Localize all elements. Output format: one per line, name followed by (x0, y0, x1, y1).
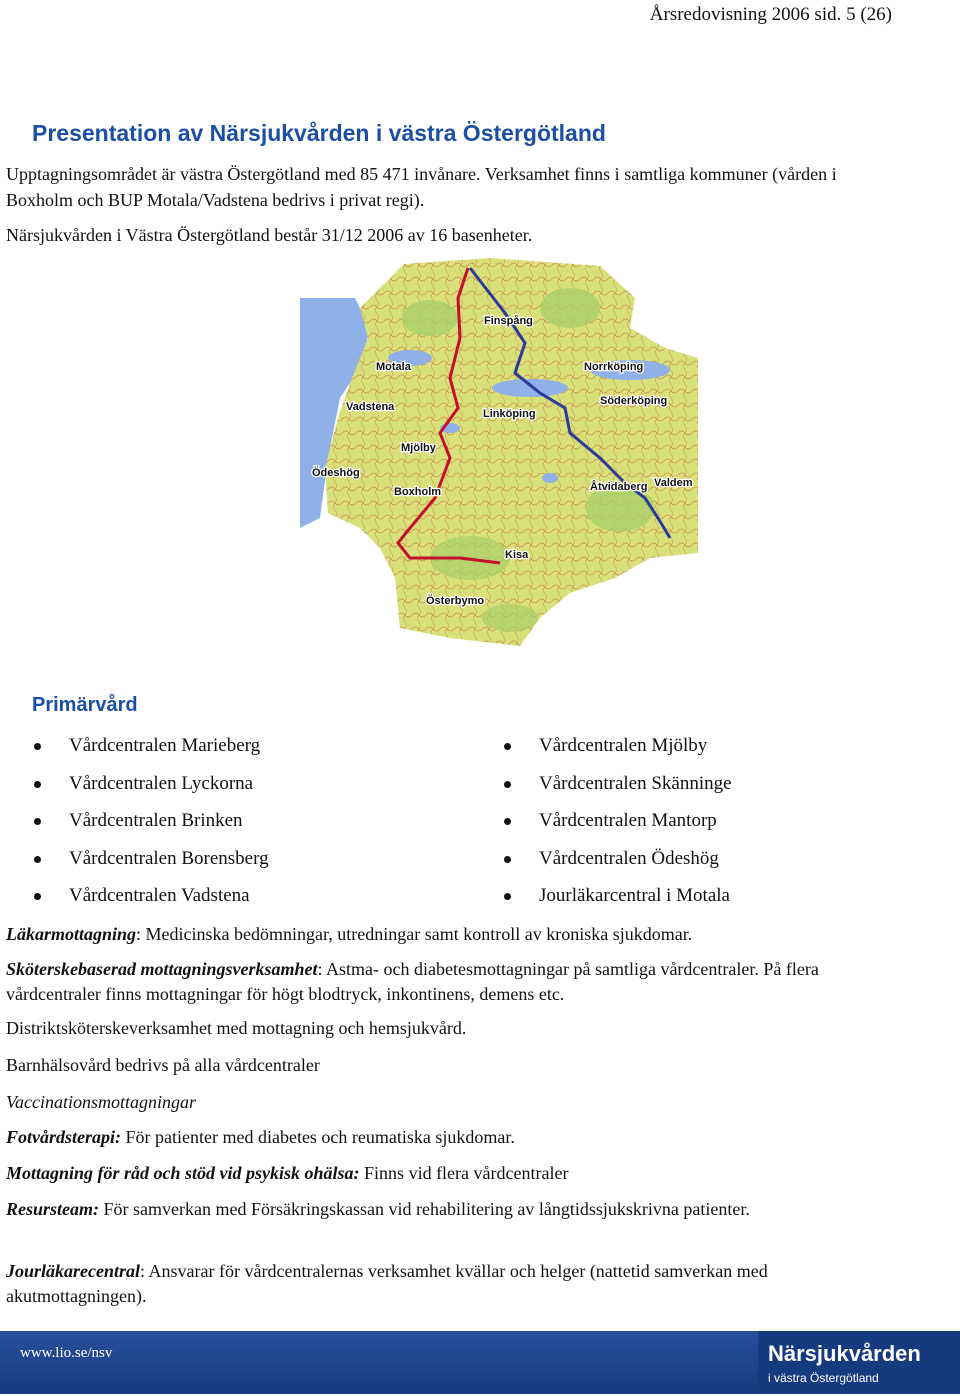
region-map (300, 258, 700, 650)
section-title-primarvard: Primärvård (32, 694, 138, 716)
list-item: Vårdcentralen Brinken (34, 808, 454, 846)
term-label: Sköterskebaserad mottagningsverksamhet (6, 959, 318, 979)
term-description: För samverkan med Försäkringskassan vid rehabilitering av långtidssjukskrivna patienter. (99, 1199, 750, 1219)
map-label-vadstena: Vadstena (346, 401, 395, 413)
paragraph-distrikt: Distriktsköterskeverksamhet med mottagning och hemsjukvård. (6, 1018, 467, 1038)
list-item: Vårdcentralen Marieberg (34, 733, 454, 771)
footer-url-link[interactable]: www.lio.se/nsv (20, 1345, 113, 1361)
term-label: Jourläkarecentral (6, 1261, 141, 1281)
paragraph-skoterske (6, 957, 864, 1007)
page-title: Presentation av Närsjukvården i västra Östergötland (32, 120, 606, 146)
bullet-icon (504, 781, 511, 788)
list-item: Vårdcentralen Lyckorna (34, 771, 454, 809)
term-label: Fotvårdsterapi: (6, 1127, 121, 1147)
bullet-icon (504, 818, 511, 825)
map-label-soderkoping: Söderköping (600, 395, 668, 407)
bullet-icon (34, 781, 41, 788)
intro-paragraph: Närsjukvården i Västra Östergötland består 31/12 2006 av 16 basenheter. (6, 225, 533, 245)
list-item: Vårdcentralen Mantorp (504, 808, 924, 846)
map-label-atvidaberg: Åtvidaberg (590, 481, 648, 493)
paragraph-vaccination (6, 1090, 864, 1115)
map-label-mjolby: Mjölby (401, 442, 436, 454)
page-footer (0, 1331, 960, 1396)
map-label-osterbymo: Österbymo (426, 595, 485, 607)
map-label-kisa: Kisa (505, 549, 529, 561)
map-label-norrkoping: Norrköping (584, 361, 644, 373)
term-description: : Astma- och diabetesmottagningar på samtliga vårdcentraler. På flera vårdcentraler finns mottagningar för högt blodtryck, inkontinens, demens etc. (6, 959, 819, 1004)
paragraph-psykisk (6, 1161, 864, 1186)
care-center-list-left (34, 733, 454, 921)
bullet-icon (34, 818, 41, 825)
footer-banner (0, 1331, 760, 1394)
term-description: : Medicinska bedömningar, utredningar samt kontroll av kroniska sjukdomar. (136, 924, 693, 944)
map-label-motala: Motala (376, 361, 411, 373)
list-item: Vårdcentralen Ödeshög (504, 846, 924, 884)
paragraph-lakarmottagning (6, 922, 864, 947)
bullet-icon (504, 856, 511, 863)
term-description: För patienter med diabetes och reumatiska sjukdomar. (121, 1127, 515, 1147)
page-header: Årsredovisning 2006 sid. 5 (26) (649, 4, 892, 25)
bullet-icon (34, 743, 41, 750)
intro-paragraph: Upptagningsområdet är västra Östergötland med 85 471 invånare. Verksamhet finns i samtliga kommuner (vården i Boxholm och BUP Motala/Vadstena bedrivs i privat regi). (6, 164, 837, 210)
paragraph-fotvard (6, 1125, 864, 1150)
term-description: Finns vid flera vårdcentraler (359, 1163, 569, 1183)
footer-logo (758, 1331, 960, 1394)
bullet-icon (504, 893, 511, 900)
bullet-icon (34, 893, 41, 900)
term-label: Vaccinationsmottagningar (6, 1092, 196, 1112)
logo-name: Närsjukvården (768, 1341, 921, 1366)
list-item: Jourläkarcentral i Motala (504, 883, 924, 921)
bullet-icon (34, 856, 41, 863)
list-item: Vårdcentralen Borensberg (34, 846, 454, 884)
term-label: Läkarmottagning (6, 924, 137, 944)
paragraph-jourlakare (6, 1259, 864, 1309)
paragraph-resursteam (6, 1197, 864, 1222)
logo-subtitle: i västra Östergötland (768, 1371, 879, 1385)
list-item: Vårdcentralen Vadstena (34, 883, 454, 921)
map-label-finspang: Finspång (484, 315, 533, 327)
bullet-icon (504, 743, 511, 750)
term-label: Resursteam: (6, 1199, 100, 1219)
care-center-list-right (504, 733, 924, 921)
list-item: Vårdcentralen Skänninge (504, 771, 924, 809)
paragraph-barnhalsovard: Barnhälsovård bedrivs på alla vårdcentraler (6, 1055, 320, 1075)
map-label-odeshog: Ödeshög (312, 467, 360, 479)
map-label-linkoping: Linköping (483, 408, 536, 420)
map-label-valdem: Valdem (654, 477, 693, 489)
map-label-boxholm: Boxholm (394, 486, 442, 498)
list-item: Vårdcentralen Mjölby (504, 733, 924, 771)
term-label: Mottagning för råd och stöd vid psykisk ohälsa: (6, 1163, 360, 1183)
term-description: : Ansvarar för vårdcentralernas verksamhet kvällar och helger (nattetid samverkan med akutmottagningen). (6, 1261, 768, 1306)
region-map-image (300, 258, 700, 650)
